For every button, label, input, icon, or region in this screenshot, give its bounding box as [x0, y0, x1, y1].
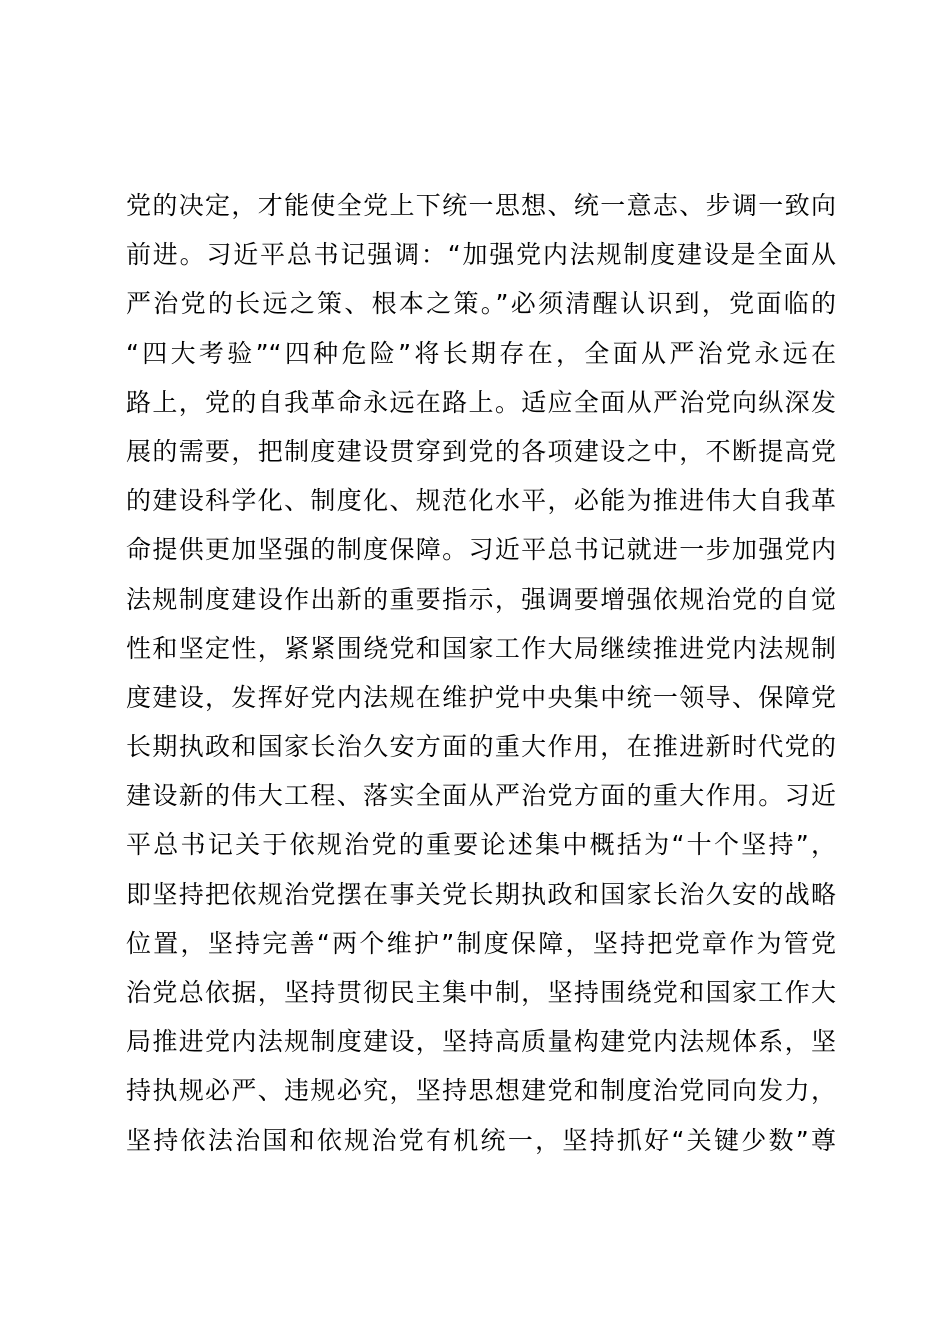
text-line: 即坚持把依规治党摆在事关党长期执政和国家长治久安的战略	[126, 879, 836, 909]
text-line: 度建设，发挥好党内法规在维护党中央集中统一领导、保障党	[126, 682, 836, 712]
text-line: 展的需要，把制度建设贯穿到党的各项建设之中，不断提高党	[126, 436, 836, 466]
text-line: 党的决定，才能使全党上下统一思想、统一意志、步调一致向	[126, 191, 836, 220]
body-paragraph	[126, 181, 836, 1165]
text-line: 的建设科学化、制度化、规范化水平，必能为推进伟大自我革	[126, 486, 836, 516]
text-line: 建设新的伟大工程、落实全面从严治党方面的重大作用。习近	[126, 781, 836, 811]
text-line: 持执规必严、违规必究，坚持思想建党和制度治党同向发力，	[126, 1076, 836, 1106]
text-line: 坚持依法治国和依规治党有机统一，坚持抓好“关键少数”尊	[126, 1125, 836, 1155]
text-line: 位置，坚持完善“两个维护”制度保障，坚持把党章作为管党	[126, 928, 836, 958]
text-line: 法规制度建设作出新的重要指示，强调要增强依规治党的自觉	[126, 584, 836, 614]
text-line: 性和坚定性，紧紧围绕党和国家工作大局继续推进党内法规制	[126, 633, 836, 663]
text-line: 长期执政和国家长治久安方面的重大作用，在推进新时代党的	[126, 732, 836, 762]
text-line: 严治党的长远之策、根本之策。”必须清醒认识到，党面临的	[126, 289, 836, 319]
text-line: “四大考验”“四种危险”将长期存在，全面从严治党永远在	[126, 338, 836, 368]
text-line: 治党总依据，坚持贯彻民主集中制，坚持围绕党和国家工作大	[126, 978, 836, 1007]
text-line: 前进。习近平总书记强调：“加强党内法规制度建设是全面从	[126, 240, 836, 270]
text-line: 路上，党的自我革命永远在路上。适应全面从严治党向纵深发	[126, 387, 836, 417]
text-line: 平总书记关于依规治党的重要论述集中概括为“十个坚持”，	[126, 830, 836, 860]
text-line: 命提供更加坚强的制度保障。习近平总书记就进一步加强党内	[126, 535, 836, 565]
text-line: 局推进党内法规制度建设，坚持高质量构建党内法规体系，坚	[126, 1027, 836, 1057]
